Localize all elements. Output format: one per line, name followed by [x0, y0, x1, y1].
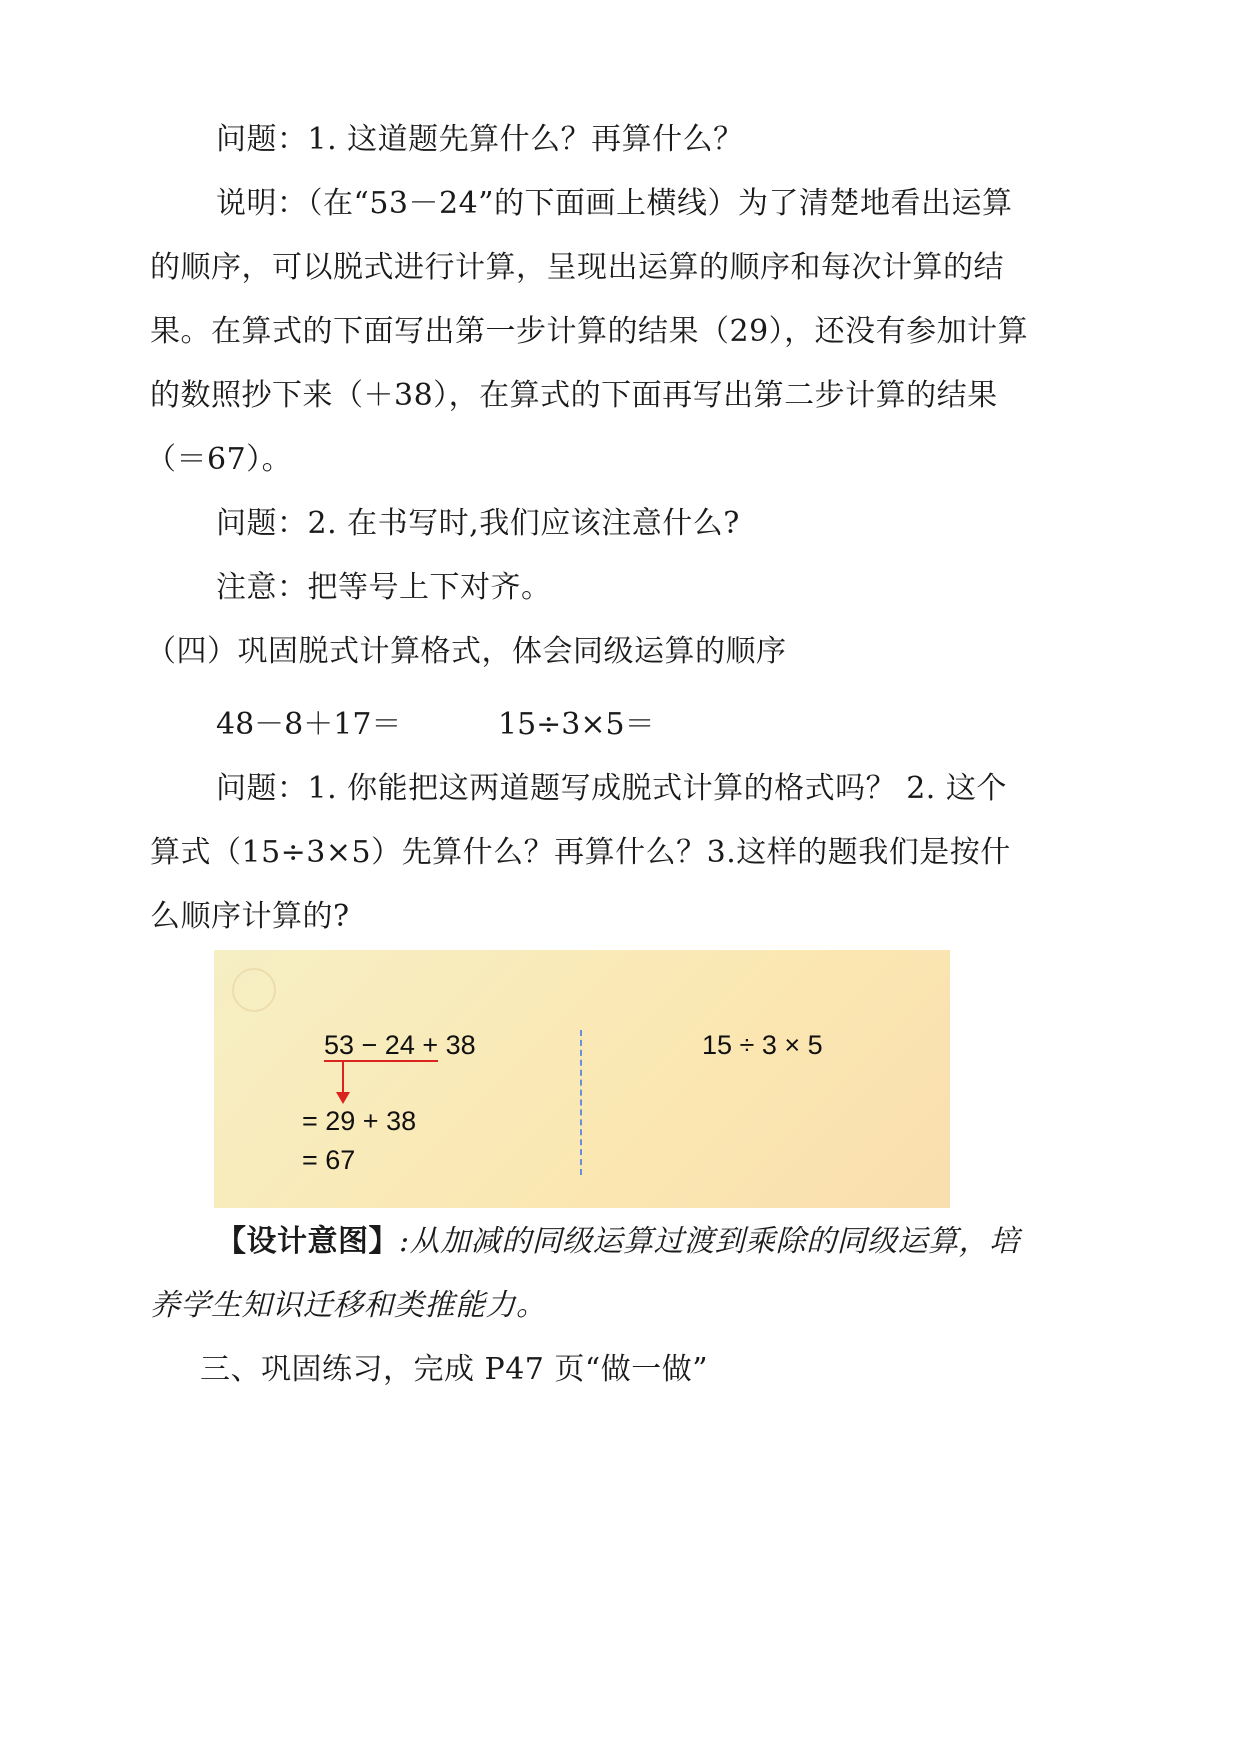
watermark-logo-icon [232, 968, 276, 1012]
design-intent-tag: 【设计意图】 [216, 1224, 399, 1259]
section-3-heading: 三、巩固练习，完成 P47 页“做一做” [200, 1352, 709, 1387]
question-3-line-3: 么顺序计算的? [150, 899, 350, 934]
question-1: 问题：1. 这道题先算什么？再算什么？ [216, 122, 744, 157]
question-3-line-1: 问题：1. 你能把这两道题写成脱式计算的格式吗？ 2. 这个 [216, 771, 1007, 806]
formula-mul-div: 15÷3×5＝ [498, 707, 655, 742]
figure-left-expression: 53 − 24 + 38 [324, 1030, 476, 1060]
explanation-line-1: 说明：（在“53－24”的下面画上横线）为了清楚地看出运算 [216, 186, 1013, 221]
question-2: 问题：2. 在书写时,我们应该注意什么? [216, 506, 740, 541]
arrow-head-icon [336, 1092, 350, 1104]
explanation-line-4: 的数照抄下来（＋38），在算式的下面再写出第二步计算的结果 [150, 378, 998, 413]
calculation-figure [214, 950, 950, 1208]
figure-step-2: = 67 [302, 1145, 356, 1175]
formula-add-sub: 48－8＋17＝ [216, 707, 402, 742]
explanation-line-5: （＝67）。 [146, 442, 293, 477]
figure-right-expression: 15 ÷ 3 × 5 [702, 1030, 823, 1060]
design-intent-line-1 [216, 1222, 1020, 1262]
attention-note: 注意：把等号上下对齐。 [216, 570, 552, 605]
section-4-heading: （四）巩固脱式计算格式，体会同级运算的顺序 [146, 634, 787, 669]
design-intent-line-2: 养学生知识迁移和类推能力。 [150, 1288, 547, 1323]
arrow-down-icon [342, 1061, 344, 1095]
question-3-line-2: 算式（15÷3×5）先算什么？再算什么？3.这样的题我们是按什 [150, 835, 1011, 870]
figure-step-1: = 29 + 38 [302, 1106, 417, 1136]
explanation-line-2: 的顺序，可以脱式进行计算，呈现出运算的顺序和每次计算的结 [150, 250, 1004, 285]
design-intent-text: :从加减的同级运算过渡到乘除的同级运算，培 [399, 1224, 1020, 1259]
dashed-divider [580, 1030, 582, 1175]
explanation-line-3: 果。在算式的下面写出第一步计算的结果（29），还没有参加计算 [150, 314, 1029, 349]
